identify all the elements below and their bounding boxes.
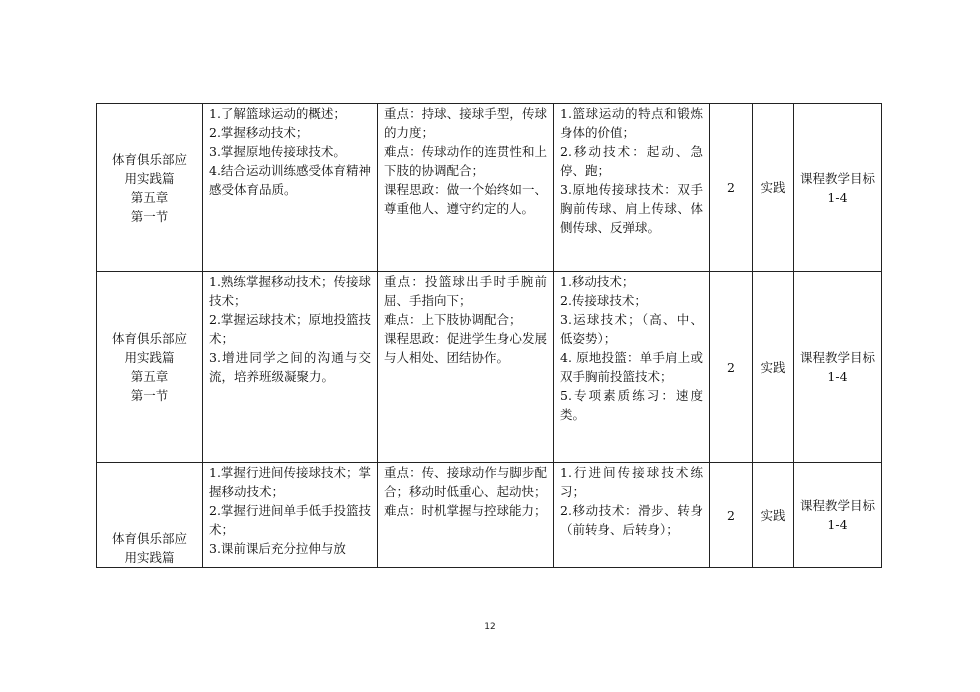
- section-cell: 体育俱乐部应 用实践篇 第五章 第一节: [97, 104, 203, 272]
- key-points-cell: 重点：持球、接球手型，传球的力度； 难点：传球动作的连贯性和上下肢的协调配合； 课程思政：做一个始终如一、尊重他人、遵守约定的人。: [378, 104, 554, 272]
- content-cell: 1.行进间传接球技术练习； 2.移动技术：滑步、转身（前转身、后转身）；: [554, 463, 710, 568]
- hours-cell: 2: [710, 272, 753, 463]
- key-points-cell: 重点：传、接球动作与脚步配合；移动时低重心、起动快； 难点：时机掌握与控球能力；: [378, 463, 554, 568]
- goal-cell: 课程教学目标 1-4: [794, 463, 882, 568]
- objectives-cell: 1.熟练掌握移动技术；传接球技术； 2.掌握运球技术；原地投篮技术； 3.增进同学之间的沟通与交流，培养班级凝聚力。: [203, 272, 378, 463]
- section-cell: 体育俱乐部应 用实践篇: [97, 463, 203, 568]
- goal-cell: 课程教学目标 1-4: [794, 272, 882, 463]
- objectives-cell: 1.掌握行进间传接球技术；掌握移动技术； 2.掌握行进间单手低手投篮技术； 3.课前课后充分拉伸与放: [203, 463, 378, 568]
- content-cell: 1.篮球运动的特点和锻炼身体的价值； 2.移动技术：起动、急停、跑； 3.原地传接球技术：双手胸前传球、肩上传球、体侧传球、反弹球。: [554, 104, 710, 272]
- table-row: [97, 104, 882, 272]
- type-cell: 实践: [753, 104, 794, 272]
- page-number: 12: [484, 622, 496, 632]
- type-cell: 实践: [753, 463, 794, 568]
- table-row: [97, 463, 882, 568]
- section-cell: 体育俱乐部应 用实践篇 第五章 第一节: [97, 272, 203, 463]
- hours-cell: 2: [710, 463, 753, 568]
- curriculum-table: [96, 103, 882, 568]
- type-cell: 实践: [753, 272, 794, 463]
- goal-cell: 课程教学目标 1-4: [794, 104, 882, 272]
- table-row: [97, 272, 882, 463]
- content-cell: 1.移动技术； 2.传接球技术； 3.运球技术；（高、中、低姿势）； 4. 原地投篮：单手肩上或双手胸前投篮技术； 5.专项素质练习：速度类。: [554, 272, 710, 463]
- key-points-cell: 重点：投篮球出手时手腕前屈、手指向下； 难点：上下肢协调配合； 课程思政：促进学生身心发展与人相处、团结协作。: [378, 272, 554, 463]
- objectives-cell: 1.了解篮球运动的概述； 2.掌握移动技术； 3.掌握原地传接球技术。 4.结合运动训练感受体育精神感受体育品质。: [203, 104, 378, 272]
- hours-cell: 2: [710, 104, 753, 272]
